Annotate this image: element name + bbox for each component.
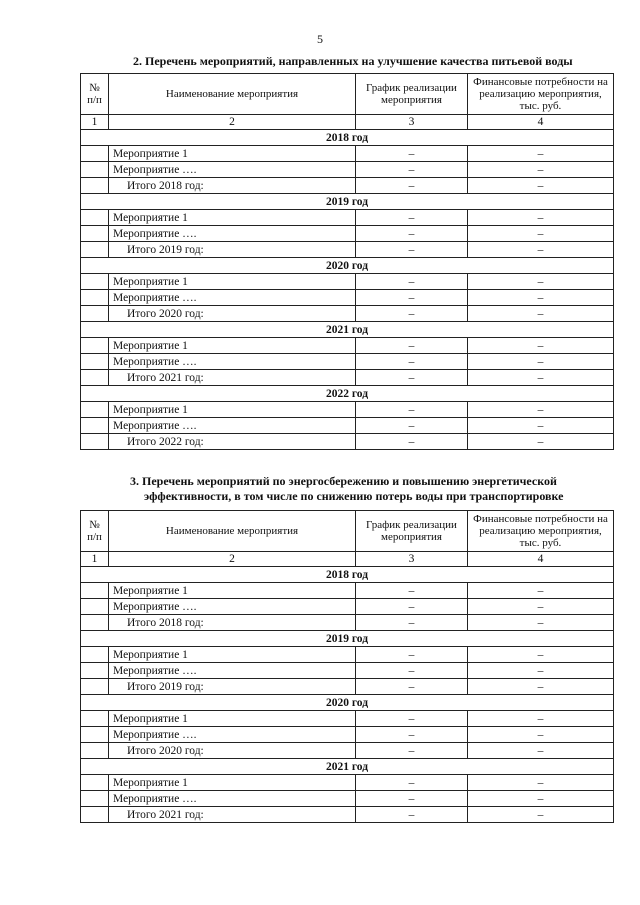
year-label: 2019 год bbox=[81, 631, 614, 647]
table-row bbox=[81, 418, 614, 434]
header-row bbox=[81, 74, 614, 115]
row-number-cell bbox=[81, 775, 109, 791]
table-row bbox=[81, 775, 614, 791]
table-row bbox=[81, 583, 614, 599]
activity-name: Мероприятие 1 bbox=[109, 583, 356, 599]
schedule-cell: – bbox=[356, 434, 468, 450]
finance-cell: – bbox=[468, 727, 614, 743]
schedule-cell: – bbox=[356, 807, 468, 823]
column-number-row bbox=[81, 115, 614, 130]
table-row bbox=[81, 146, 614, 162]
year-row bbox=[81, 386, 614, 402]
column-number-cell: 2 bbox=[109, 552, 356, 567]
activity-name: Мероприятие 1 bbox=[109, 210, 356, 226]
year-row bbox=[81, 631, 614, 647]
schedule-cell: – bbox=[356, 306, 468, 322]
finance-cell: – bbox=[468, 615, 614, 631]
finance-cell: – bbox=[468, 434, 614, 450]
section-3-title-line-1: 3. Перечень мероприятий по энергосбережению и повышению энергетической bbox=[130, 474, 557, 488]
row-number-cell bbox=[81, 146, 109, 162]
row-number-cell bbox=[81, 434, 109, 450]
row-number-cell bbox=[81, 615, 109, 631]
schedule-cell: – bbox=[356, 274, 468, 290]
table-row bbox=[81, 162, 614, 178]
table-row bbox=[81, 807, 614, 823]
schedule-cell: – bbox=[356, 242, 468, 258]
table-row bbox=[81, 306, 614, 322]
table-row bbox=[81, 226, 614, 242]
row-number-cell bbox=[81, 370, 109, 386]
row-number-cell bbox=[81, 663, 109, 679]
year-row bbox=[81, 695, 614, 711]
row-number-cell bbox=[81, 162, 109, 178]
year-row bbox=[81, 194, 614, 210]
table-row bbox=[81, 274, 614, 290]
schedule-cell: – bbox=[356, 338, 468, 354]
section-3-table bbox=[80, 510, 614, 823]
finance-cell: – bbox=[468, 162, 614, 178]
activity-name: Мероприятие …. bbox=[109, 162, 356, 178]
finance-cell: – bbox=[468, 242, 614, 258]
row-number-cell bbox=[81, 807, 109, 823]
column-number-cell: 1 bbox=[81, 552, 109, 567]
row-number-cell bbox=[81, 402, 109, 418]
section-3-title bbox=[130, 474, 610, 504]
total-label: Итого 2019 год: bbox=[109, 679, 356, 695]
table-row bbox=[81, 210, 614, 226]
finance-cell: – bbox=[468, 178, 614, 194]
table-row bbox=[81, 178, 614, 194]
row-number-cell bbox=[81, 647, 109, 663]
schedule-cell: – bbox=[356, 679, 468, 695]
activity-name: Мероприятие 1 bbox=[109, 402, 356, 418]
finance-cell: – bbox=[468, 599, 614, 615]
activity-name: Мероприятие 1 bbox=[109, 711, 356, 727]
activity-name: Мероприятие …. bbox=[109, 290, 356, 306]
schedule-cell: – bbox=[356, 178, 468, 194]
year-row bbox=[81, 130, 614, 146]
header-cell-1: № п/п bbox=[81, 74, 109, 115]
finance-cell: – bbox=[468, 210, 614, 226]
total-label: Итого 2019 год: bbox=[109, 242, 356, 258]
schedule-cell: – bbox=[356, 162, 468, 178]
year-row bbox=[81, 567, 614, 583]
activity-name: Мероприятие 1 bbox=[109, 775, 356, 791]
activity-name: Мероприятие …. bbox=[109, 226, 356, 242]
schedule-cell: – bbox=[356, 583, 468, 599]
table-row bbox=[81, 711, 614, 727]
section-2-title: 2. Перечень мероприятий, направленных на улучшение качества питьевой воды bbox=[133, 54, 573, 68]
table-row bbox=[81, 402, 614, 418]
table-row bbox=[81, 434, 614, 450]
total-label: Итого 2022 год: bbox=[109, 434, 356, 450]
row-number-cell bbox=[81, 679, 109, 695]
year-label: 2020 год bbox=[81, 695, 614, 711]
year-row bbox=[81, 759, 614, 775]
header-cell-3: График реализации мероприятия bbox=[356, 74, 468, 115]
finance-cell: – bbox=[468, 306, 614, 322]
activity-name: Мероприятие …. bbox=[109, 663, 356, 679]
year-label: 2021 год bbox=[81, 759, 614, 775]
finance-cell: – bbox=[468, 711, 614, 727]
schedule-cell: – bbox=[356, 791, 468, 807]
header-cell-2: Наименование мероприятия bbox=[109, 74, 356, 115]
activity-name: Мероприятие …. bbox=[109, 791, 356, 807]
row-number-cell bbox=[81, 290, 109, 306]
year-row bbox=[81, 258, 614, 274]
header-row bbox=[81, 511, 614, 552]
column-number-row bbox=[81, 552, 614, 567]
column-number-cell: 4 bbox=[468, 552, 614, 567]
finance-cell: – bbox=[468, 775, 614, 791]
header-cell-3: График реализации мероприятия bbox=[356, 511, 468, 552]
finance-cell: – bbox=[468, 226, 614, 242]
year-label: 2019 год bbox=[81, 194, 614, 210]
table-row bbox=[81, 727, 614, 743]
schedule-cell: – bbox=[356, 146, 468, 162]
schedule-cell: – bbox=[356, 727, 468, 743]
finance-cell: – bbox=[468, 647, 614, 663]
year-label: 2021 год bbox=[81, 322, 614, 338]
finance-cell: – bbox=[468, 370, 614, 386]
activity-name: Мероприятие …. bbox=[109, 418, 356, 434]
table-row bbox=[81, 338, 614, 354]
row-number-cell bbox=[81, 418, 109, 434]
year-label: 2020 год bbox=[81, 258, 614, 274]
column-number-cell: 3 bbox=[356, 552, 468, 567]
finance-cell: – bbox=[468, 807, 614, 823]
header-cell-4: Финансовые потребности на реализацию мероприятия, тыс. руб. bbox=[468, 74, 614, 115]
finance-cell: – bbox=[468, 679, 614, 695]
finance-cell: – bbox=[468, 146, 614, 162]
year-label: 2018 год bbox=[81, 567, 614, 583]
row-number-cell bbox=[81, 306, 109, 322]
row-number-cell bbox=[81, 583, 109, 599]
schedule-cell: – bbox=[356, 775, 468, 791]
table-row bbox=[81, 290, 614, 306]
row-number-cell bbox=[81, 599, 109, 615]
schedule-cell: – bbox=[356, 370, 468, 386]
row-number-cell bbox=[81, 178, 109, 194]
finance-cell: – bbox=[468, 354, 614, 370]
schedule-cell: – bbox=[356, 647, 468, 663]
finance-cell: – bbox=[468, 274, 614, 290]
row-number-cell bbox=[81, 242, 109, 258]
total-label: Итого 2021 год: bbox=[109, 370, 356, 386]
row-number-cell bbox=[81, 711, 109, 727]
activity-name: Мероприятие 1 bbox=[109, 146, 356, 162]
row-number-cell bbox=[81, 727, 109, 743]
schedule-cell: – bbox=[356, 743, 468, 759]
section-2-table bbox=[80, 73, 614, 450]
year-label: 2022 год bbox=[81, 386, 614, 402]
schedule-cell: – bbox=[356, 418, 468, 434]
finance-cell: – bbox=[468, 290, 614, 306]
table-row bbox=[81, 242, 614, 258]
schedule-cell: – bbox=[356, 210, 468, 226]
table-row bbox=[81, 647, 614, 663]
header-cell-4: Финансовые потребности на реализацию мероприятия, тыс. руб. bbox=[468, 511, 614, 552]
activity-name: Мероприятие …. bbox=[109, 354, 356, 370]
table-row bbox=[81, 679, 614, 695]
header-cell-2: Наименование мероприятия bbox=[109, 511, 356, 552]
schedule-cell: – bbox=[356, 402, 468, 418]
table-row bbox=[81, 791, 614, 807]
schedule-cell: – bbox=[356, 599, 468, 615]
table-row bbox=[81, 615, 614, 631]
finance-cell: – bbox=[468, 418, 614, 434]
schedule-cell: – bbox=[356, 615, 468, 631]
page-number: 5 bbox=[317, 32, 323, 46]
year-row bbox=[81, 322, 614, 338]
row-number-cell bbox=[81, 226, 109, 242]
total-label: Итого 2018 год: bbox=[109, 615, 356, 631]
activity-name: Мероприятие 1 bbox=[109, 647, 356, 663]
column-number-cell: 2 bbox=[109, 115, 356, 130]
year-label: 2018 год bbox=[81, 130, 614, 146]
column-number-cell: 4 bbox=[468, 115, 614, 130]
schedule-cell: – bbox=[356, 290, 468, 306]
row-number-cell bbox=[81, 791, 109, 807]
schedule-cell: – bbox=[356, 663, 468, 679]
table-row bbox=[81, 599, 614, 615]
total-label: Итого 2020 год: bbox=[109, 306, 356, 322]
finance-cell: – bbox=[468, 338, 614, 354]
finance-cell: – bbox=[468, 402, 614, 418]
table-row bbox=[81, 663, 614, 679]
total-label: Итого 2020 год: bbox=[109, 743, 356, 759]
activity-name: Мероприятие 1 bbox=[109, 338, 356, 354]
finance-cell: – bbox=[468, 663, 614, 679]
schedule-cell: – bbox=[356, 354, 468, 370]
schedule-cell: – bbox=[356, 711, 468, 727]
header-cell-1: № п/п bbox=[81, 511, 109, 552]
finance-cell: – bbox=[468, 583, 614, 599]
finance-cell: – bbox=[468, 791, 614, 807]
table-row bbox=[81, 370, 614, 386]
activity-name: Мероприятие 1 bbox=[109, 274, 356, 290]
table-row bbox=[81, 743, 614, 759]
total-label: Итого 2018 год: bbox=[109, 178, 356, 194]
section-3-title-line-2: эффективности, в том числе по снижению потерь воды при транспортировке bbox=[144, 489, 564, 503]
row-number-cell bbox=[81, 274, 109, 290]
column-number-cell: 3 bbox=[356, 115, 468, 130]
row-number-cell bbox=[81, 743, 109, 759]
row-number-cell bbox=[81, 338, 109, 354]
activity-name: Мероприятие …. bbox=[109, 599, 356, 615]
table-row bbox=[81, 354, 614, 370]
row-number-cell bbox=[81, 210, 109, 226]
schedule-cell: – bbox=[356, 226, 468, 242]
finance-cell: – bbox=[468, 743, 614, 759]
column-number-cell: 1 bbox=[81, 115, 109, 130]
total-label: Итого 2021 год: bbox=[109, 807, 356, 823]
activity-name: Мероприятие …. bbox=[109, 727, 356, 743]
row-number-cell bbox=[81, 354, 109, 370]
